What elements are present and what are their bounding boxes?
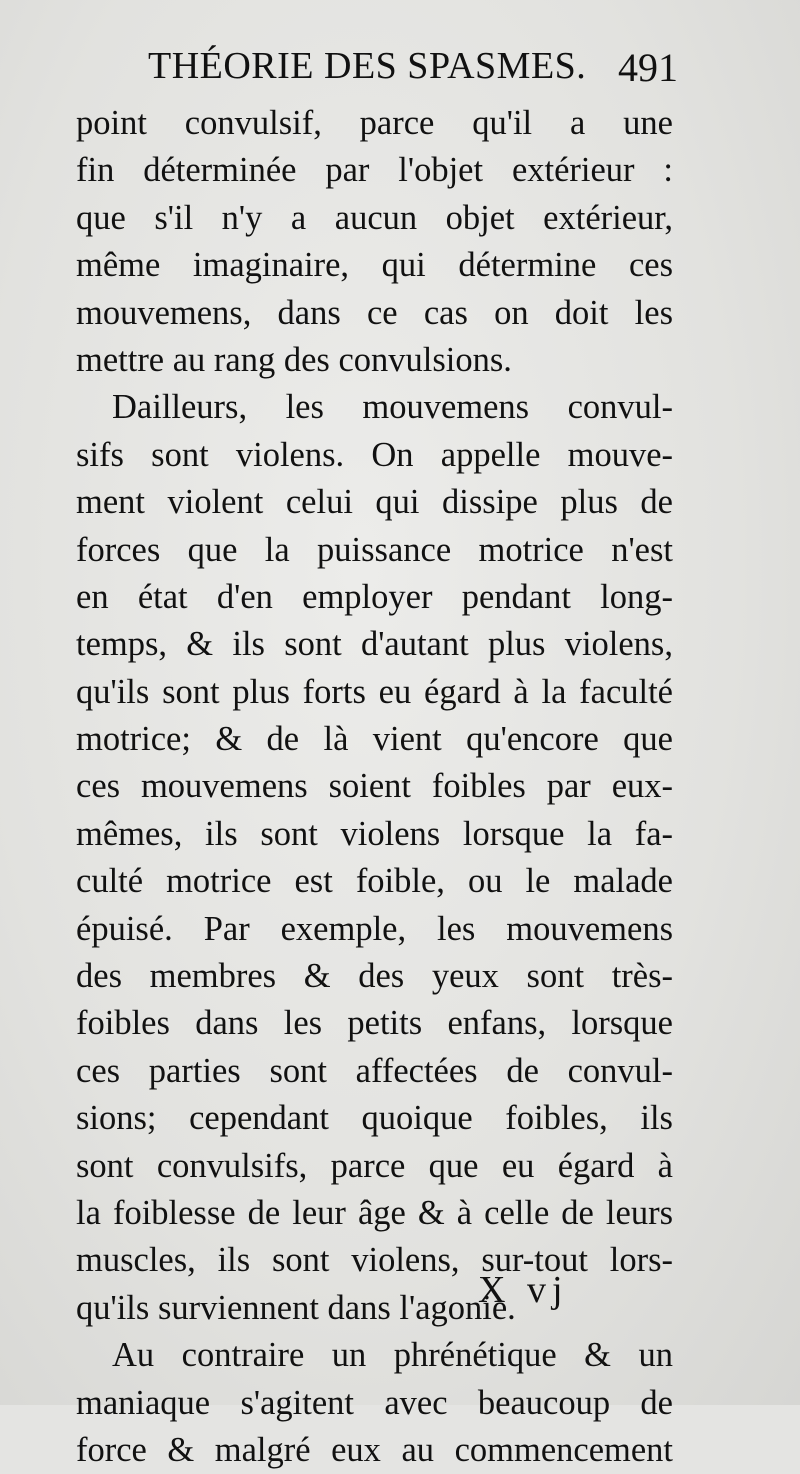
text-line: force & malgré eux au commencement bbox=[76, 1430, 673, 1469]
text-line: point convulsif, parce qu'il a une bbox=[76, 104, 673, 142]
text-line: mêmes, ils sont violens lorsque la fa- bbox=[76, 814, 673, 853]
text-line: forces que la puissance motrice n'est bbox=[76, 530, 673, 569]
text-line: maniaque s'agitent avec beaucoup de bbox=[76, 1383, 673, 1422]
text-line: des membres & des yeux sont très- bbox=[76, 957, 673, 996]
text-line: temps, & ils sont d'autant plus violens, bbox=[76, 625, 673, 664]
text-line: qu'ils surviennent dans l'agonie. bbox=[76, 1288, 516, 1327]
text-line: mettre au rang des convulsions. bbox=[76, 340, 512, 379]
body-text bbox=[76, 100, 673, 1474]
text-line: Au contraire un phrénétique & un bbox=[112, 1336, 673, 1375]
text-line: muscles, ils sont violens, sur-tout lors- bbox=[76, 1241, 673, 1280]
text-line: sont convulsifs, parce que eu égard à bbox=[76, 1146, 673, 1185]
text-line: même imaginaire, qui détermine ces bbox=[76, 246, 673, 285]
text-line: épuisé. Par exemple, les mouvemens bbox=[76, 909, 673, 948]
text-line: ces mouvemens soient foibles par eux- bbox=[76, 767, 673, 806]
signature-mark: X vj bbox=[478, 1269, 569, 1311]
text-line: sions; cependant quoique foibles, ils bbox=[76, 1099, 673, 1138]
text-line: culté motrice est foible, ou le malade bbox=[76, 862, 673, 901]
running-title: THÉORIE DES SPASMES. bbox=[148, 45, 587, 87]
text-line: la foiblesse de leur âge & à celle de leurs bbox=[76, 1193, 673, 1232]
text-line: sifs sont violens. On appelle mouve- bbox=[76, 435, 673, 474]
text-line: Dailleurs, les mouvemens convul- bbox=[112, 388, 673, 427]
text-line: qu'ils sont plus forts eu égard à la faculté bbox=[76, 672, 673, 711]
text-line: fin déterminée par l'objet extérieur : bbox=[76, 151, 673, 190]
text-line: motrice; & de là vient qu'encore que bbox=[76, 720, 673, 759]
text-line: ment violent celui qui dissipe plus de bbox=[76, 483, 673, 522]
text-line: en état d'en employer pendant long- bbox=[76, 577, 673, 616]
text-line: foibles dans les petits enfans, lorsque bbox=[76, 1004, 673, 1043]
page-header bbox=[148, 40, 678, 100]
text-line: mouvemens, dans ce cas on doit les bbox=[76, 293, 673, 332]
text-line: que s'il n'y a aucun objet extérieur, bbox=[76, 198, 673, 237]
page-number: 491 bbox=[618, 45, 678, 90]
text-line: ces parties sont affectées de convul- bbox=[76, 1051, 673, 1090]
